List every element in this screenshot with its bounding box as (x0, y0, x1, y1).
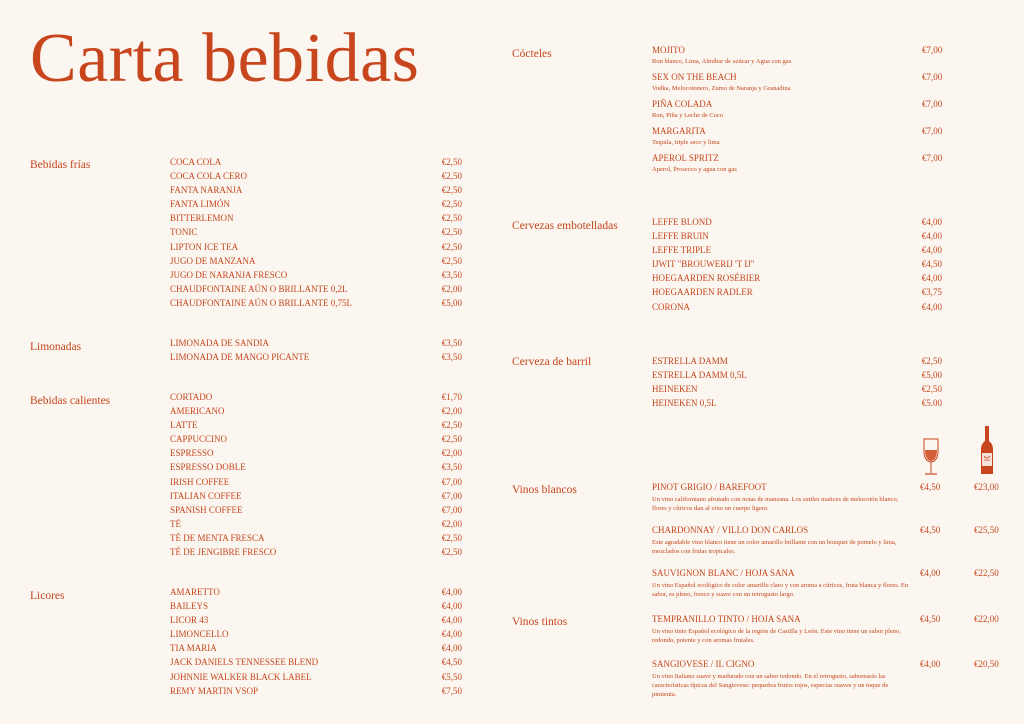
list-item (170, 587, 462, 601)
item-name: JACK DANIELS TENNESSEE BLEND (170, 657, 319, 668)
list-item (652, 217, 942, 231)
section-label-licores: Licores (30, 590, 65, 602)
item-name: LEFFE BRUIN (652, 231, 709, 242)
item-name: SPANISH COFFEE (170, 504, 243, 515)
item-name: SAUVIGNON BLANC / HOJA SANA (652, 568, 795, 578)
item-price: €2,50 (441, 420, 462, 431)
item-name: TONIC (170, 227, 198, 238)
list-item (652, 384, 942, 398)
item-name: HOEGAARDEN RADLER (652, 287, 753, 298)
item-name: LIMONADA DE MANGO PICANTE (170, 352, 310, 363)
list-item (652, 231, 942, 245)
cerveza-de-barril-list (652, 356, 942, 412)
item-price: €7,00 (922, 99, 943, 109)
cocteles-list (652, 45, 952, 180)
item-price: €4,00 (921, 301, 942, 312)
list-item (652, 302, 942, 316)
bottle-price: €20,50 (974, 659, 999, 669)
item-description: Ron, Piña y Leche de Coco (652, 112, 724, 119)
item-price: €7,50 (441, 685, 462, 696)
bottle-price: €23,00 (974, 482, 999, 492)
item-price: €4,00 (921, 245, 942, 256)
list-item (170, 519, 462, 533)
list-item (170, 227, 462, 241)
item-price: €3,50 (441, 338, 462, 348)
list-item (170, 199, 462, 213)
list-item (652, 99, 952, 126)
item-price: €7,00 (922, 153, 943, 163)
item-name: APEROL SPRITZ (652, 153, 719, 163)
item-price: €2,00 (441, 448, 462, 459)
section-label-cervezas-embotelladas: Cervezas embotelladas (512, 220, 618, 232)
section-label-cerveza-de-barril: Cerveza de barril (512, 356, 592, 368)
item-price: €2,50 (441, 199, 462, 210)
list-item (170, 352, 462, 366)
item-price: €2,50 (921, 356, 942, 366)
list-item (170, 406, 462, 420)
list-item (170, 242, 462, 256)
glass-price: €4,50 (920, 614, 941, 624)
list-item (652, 45, 952, 72)
list-item (170, 601, 462, 615)
item-name: HEINEKEN (652, 384, 698, 395)
item-name: CORONA (652, 301, 691, 312)
list-item (170, 686, 462, 700)
item-name: ESTRELLA DAMM 0,5L (652, 370, 747, 381)
item-name: SEX ON THE BEACH (652, 72, 737, 82)
bottle-price: €25,50 (974, 525, 999, 535)
item-name: BITTERLEMON (170, 213, 234, 224)
item-name: BAILEYS (170, 601, 208, 612)
item-price: €2,00 (441, 518, 462, 529)
item-name: CHAUDFONTAINE AÚN O BRILLANTE 0,2L (170, 283, 348, 294)
item-name: TÉ DE MENTA FRESCA (170, 532, 265, 543)
section-label-bebidas-calientes: Bebidas calientes (30, 395, 111, 407)
item-name: LATTE (170, 420, 198, 431)
item-description: Un vino Italiano suave y madurado con un sabor redondo. En el retrogusto, saborearás las características típicas del Sangiovese: pequeños frutos rojos, especias suaves y un toque de pimienta. (652, 673, 889, 699)
item-name: JOHNNIE WALKER BLACK LABEL (170, 671, 312, 682)
item-price: €2,50 (441, 171, 462, 182)
item-name: TIA MARIA (170, 643, 217, 654)
item-name: TEMPRANILLO TINTO / HOJA SANA (652, 614, 801, 624)
list-item (170, 629, 462, 643)
item-price: €5,00 (441, 297, 462, 308)
wine-bottle-icon (978, 425, 996, 477)
item-name: ITALIAN COFFEE (170, 490, 242, 501)
list-item (170, 643, 462, 657)
item-name: MARGARITA (652, 126, 706, 136)
list-item (652, 273, 942, 287)
item-name: AMERICANO (170, 406, 225, 417)
item-name: LIMONCELLO (170, 629, 229, 640)
glass-price: €4,00 (920, 568, 941, 578)
item-name: HEINEKEN 0,5L (652, 398, 717, 409)
item-price: €2,00 (441, 406, 462, 417)
cervezas-embotelladas-list (652, 217, 942, 316)
item-price: €4,00 (441, 615, 462, 626)
item-name: HOEGAARDEN ROSÉBIER (652, 273, 761, 284)
section-label-vinos-blancos: Vinos blancos (512, 484, 577, 496)
list-item (170, 420, 462, 434)
list-item (170, 491, 462, 505)
item-name: MOJITO (652, 45, 685, 55)
item-price: €2,50 (441, 241, 462, 252)
item-name: PINOT GRIGIO / BAREFOOT (652, 482, 767, 492)
list-item (652, 153, 952, 180)
list-item (170, 462, 462, 476)
list-item (170, 477, 462, 491)
item-price: €4,00 (921, 231, 942, 242)
list-item (170, 256, 462, 270)
item-name: COCA COLA CERO (170, 171, 248, 182)
item-price: €5,50 (441, 671, 462, 682)
item-name: ESTRELLA DAMM (652, 356, 728, 366)
item-name: ESPRESSO DOBLE (170, 462, 246, 473)
item-price: €3,75 (921, 287, 942, 298)
item-name: REMY MARTIN VSOP (170, 685, 258, 696)
item-name: PIÑA COLADA (652, 99, 713, 109)
item-name: TÉ DE JENGIBRE FRESCO (170, 547, 277, 558)
item-name: IJWIT "BROUWERIJ 'T IJ" (652, 259, 755, 270)
licores-list (170, 587, 462, 700)
list-item (170, 505, 462, 519)
bottle-price: €22,00 (974, 614, 999, 624)
list-item (170, 533, 462, 547)
item-name: AMARETTO (170, 587, 220, 597)
list-item (170, 298, 462, 312)
bebidas-frias-list (170, 157, 462, 312)
list-item (170, 157, 462, 171)
item-price: €2,50 (441, 185, 462, 196)
list-item (170, 672, 462, 686)
item-description: Vodka, Melocotonero, Zumo de Naranja y Granadina (652, 85, 791, 92)
list-item (170, 434, 462, 448)
item-price: €4,00 (441, 629, 462, 640)
item-price: €7,00 (922, 45, 943, 55)
glass-price: €4,00 (920, 659, 941, 669)
item-description: Un vino tinto Español ecológico de la región de Castilla y León. Este vino tiene un sabor pleno, redondo, potente y con aromas frutales. (652, 628, 901, 645)
item-price: €2,50 (441, 255, 462, 266)
item-name: FANTA NARANJA (170, 185, 243, 196)
glass-price: €4,50 (920, 525, 941, 535)
item-price: €4,00 (441, 643, 462, 654)
item-price: €4,00 (441, 601, 462, 612)
section-label-cocteles: Cócteles (512, 48, 552, 60)
list-item (652, 398, 942, 412)
list-item (652, 72, 952, 99)
item-name: LEFFE BLOND (652, 217, 712, 227)
item-description: Tequila, triple seco y lima (652, 139, 720, 146)
item-name: JUGO DE MANZANA (170, 255, 256, 266)
item-price: €4,00 (921, 217, 942, 227)
item-name: LIMONADA DE SANDIA (170, 338, 269, 348)
item-description: Ron blanco, Lima, Almíbar de azúcar y Agua con gas (652, 58, 792, 65)
item-name: IRISH COFFEE (170, 476, 230, 487)
list-item (652, 126, 952, 153)
bebidas-calientes-list (170, 392, 462, 561)
item-price: €7,00 (922, 126, 943, 136)
item-price: €1,70 (441, 392, 462, 402)
section-label-vinos-tintos: Vinos tintos (512, 616, 568, 628)
list-item (170, 392, 462, 406)
item-description: Este agradable vino blanco tiene un color amarillo brillante con un bouquet de pomelo y lima, mezclados con frutas tropicales. (652, 539, 897, 556)
item-name: FANTA LIMÓN (170, 199, 230, 210)
item-price: €2,50 (441, 547, 462, 558)
section-label-bebidas-frias: Bebidas frías (30, 159, 91, 171)
item-price: €2,50 (441, 213, 462, 224)
item-description: Un vino californiano afrutado con notas de manzana. Los sutiles matices de melocotón blanco, flores y cítricos dan al vino un cuerpo ligero. (652, 496, 899, 513)
item-price: €4,50 (921, 259, 942, 270)
list-item (170, 185, 462, 199)
list-item (652, 287, 942, 301)
item-price: €3,50 (441, 352, 462, 363)
item-price: €2,50 (921, 384, 942, 395)
item-name: COCA COLA (170, 157, 222, 167)
item-price: €5,00 (921, 370, 942, 381)
item-name: ESPRESSO (170, 448, 214, 459)
item-price: €2,50 (441, 532, 462, 543)
item-name: SANGIOVESE / IL CIGNO (652, 659, 755, 669)
section-label-limonadas: Limonadas (30, 341, 82, 353)
item-price: €4,50 (441, 657, 462, 668)
list-item (170, 213, 462, 227)
list-item (652, 245, 942, 259)
item-name: JUGO DE NARANJA FRESCO (170, 269, 288, 280)
limonadas-list (170, 338, 462, 366)
list-item (170, 657, 462, 671)
item-description: Un vino Español ecológico de color amarillo claro y con aroma a cítricos, fruta blanca y flores. En sabor, es pleno, fresco y suave con un retrogusto largo. (652, 582, 909, 599)
item-name: TÉ (170, 518, 181, 529)
list-item (170, 284, 462, 298)
item-price: €7,00 (441, 476, 462, 487)
item-price: €2,00 (441, 283, 462, 294)
list-item (652, 356, 942, 370)
list-item (170, 171, 462, 185)
bottle-price: €22,50 (974, 568, 999, 578)
item-name: LICOR 43 (170, 615, 209, 626)
list-item (170, 615, 462, 629)
item-name: CHARDONNAY / VILLO DON CARLOS (652, 525, 809, 535)
list-item (652, 259, 942, 273)
item-price: €3,50 (441, 269, 462, 280)
item-price: €4,00 (921, 273, 942, 284)
item-price: €2,50 (441, 434, 462, 445)
list-item (170, 547, 462, 561)
glass-price: €4,50 (920, 482, 941, 492)
item-price: €7,00 (441, 490, 462, 501)
item-name: LIPTON ICE TEA (170, 241, 239, 252)
item-name: CORTADO (170, 392, 213, 402)
item-price: €7,00 (441, 504, 462, 515)
list-item (170, 448, 462, 462)
list-item (170, 270, 462, 284)
page-title: Carta bebidas (30, 20, 420, 97)
list-item (652, 370, 942, 384)
item-description: Aperol, Prosecco y agua con gas (652, 166, 737, 173)
item-price: €5.00 (921, 398, 942, 409)
item-name: LEFFE TRIPLE (652, 245, 712, 256)
item-price: €3,50 (441, 462, 462, 473)
item-price: €2,50 (441, 157, 462, 167)
wine-glass-icon (920, 437, 942, 477)
item-name: CAPPUCCINO (170, 434, 228, 445)
item-price: €2,50 (441, 227, 462, 238)
item-price: €7,00 (922, 72, 943, 82)
item-name: CHAUDFONTAINE AÚN O BRILLANTE 0,75L (170, 297, 353, 308)
item-price: €4,00 (441, 587, 462, 597)
list-item (170, 338, 462, 352)
